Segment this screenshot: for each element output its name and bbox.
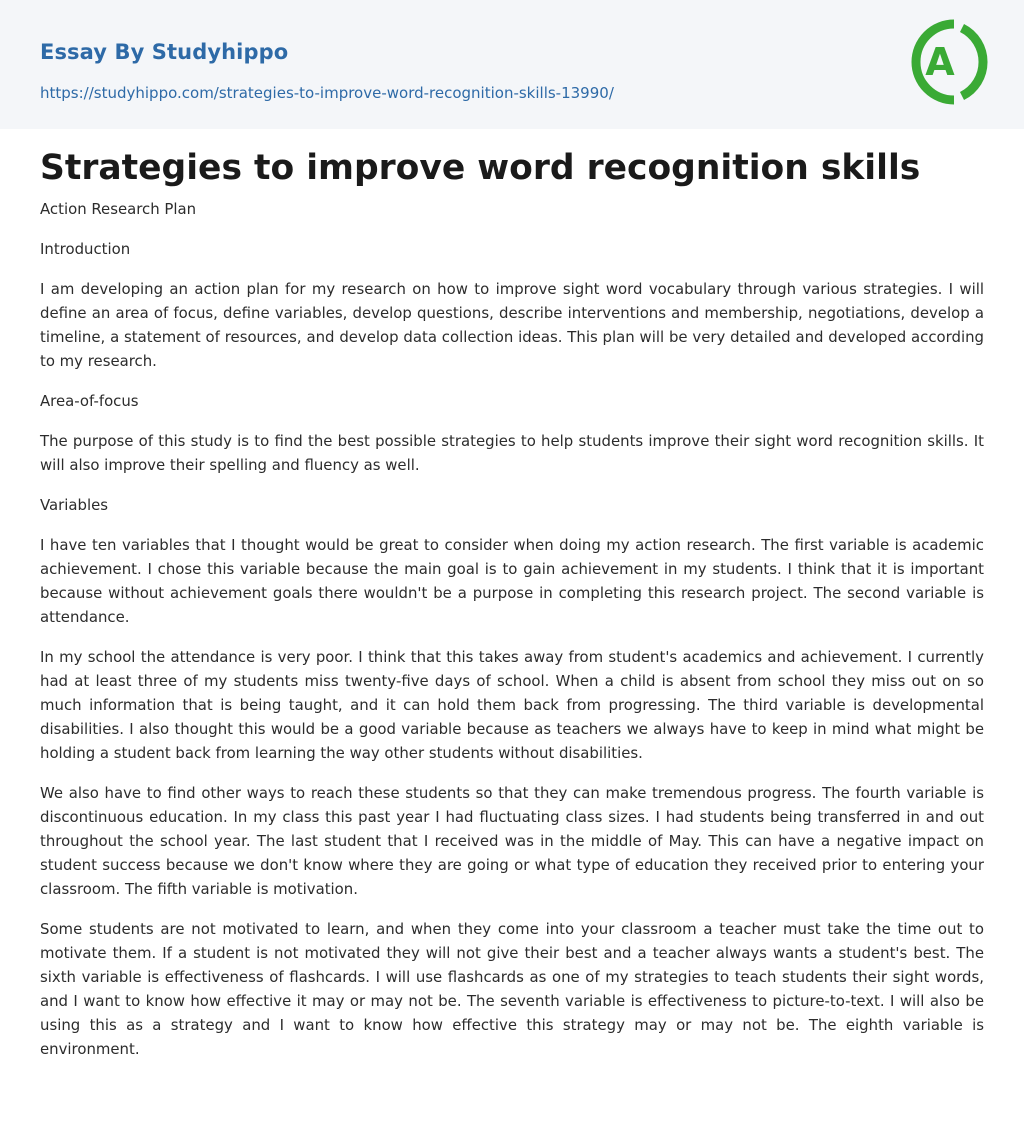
paragraph: Some students are not motivated to learn, and when they come into your classroom a teacher must take the time out to motivate them. If a student is not motivated they will not give their best and a teacher always wants a student's best. The sixth variable is effectiveness of flashcards. I will use flashcards as one of my strategies to teach students their sight words, and I want to know how effective it may or may not be. The seventh variable is effectiveness to picture-to-text. I will also be using this as a strategy and I want to know how effective this strategy may or may not be. The eighth variable is environment. (40, 920, 984, 1058)
section-heading-area-of-focus: Area-of-focus (40, 392, 139, 410)
section-heading-variables: Variables (40, 496, 109, 514)
section-heading-introduction: Introduction (40, 240, 131, 258)
paragraph: We also have to find other ways to reach these students so that they can make tremendous progress. The fourth variable is discontinuous education. In my class this past year I had fluctuating class sizes. I had students being transferred in and out throughout the school year. The last student that I received was in the middle of May. This can have a negative impact on student success because we don't know where they are going or what type of education they received prior to entering your classroom. The fifth variable is motivation. (40, 784, 984, 898)
logo-letter: A (925, 40, 955, 84)
paragraph: I am developing an action plan for my research on how to improve sight word vocabulary through various strategies. I will define an area of focus, define variables, develop questions, describe interventions and membership, negotiations, develop a timeline, a statement of resources, and develop data collection ideas. This plan will be very detailed and developed according to my research. (40, 280, 984, 370)
source-url-link[interactable]: https://studyhippo.com/strategies-to-improve-word-recognition-skills-13990/ (40, 84, 614, 102)
essay-body (40, 197, 984, 1077)
paragraph: I have ten variables that I thought would be great to consider when doing my action research. The first variable is academic achievement. I chose this variable because the main goal is to gain achievement in my students. I think that it is important because without achievement goals there wouldn't be a purpose in completing this research project. The second variable is attendance. (40, 536, 984, 626)
paragraph: The purpose of this study is to find the best possible strategies to help students improve their sight word recognition skills. It will also improve their spelling and fluency as well. (40, 432, 984, 474)
site-brand[interactable]: Essay By Studyhippo (40, 40, 289, 64)
section-heading-plan: Action Research Plan (40, 200, 197, 218)
paragraph: In my school the attendance is very poor. I think that this takes away from student's academics and achievement. I currently had at least three of my students miss twenty-five days of school. When a child is absent from school they miss out on so much information that is being taught, and it can hold them back from progressing. The third variable is developmental disabilities. I also thought this would be a good variable because as teachers we always have to keep in mind what might be holding a student back from learning the way other students without disabilities. (40, 648, 984, 762)
page-title: Strategies to improve word recognition skills (40, 148, 921, 188)
